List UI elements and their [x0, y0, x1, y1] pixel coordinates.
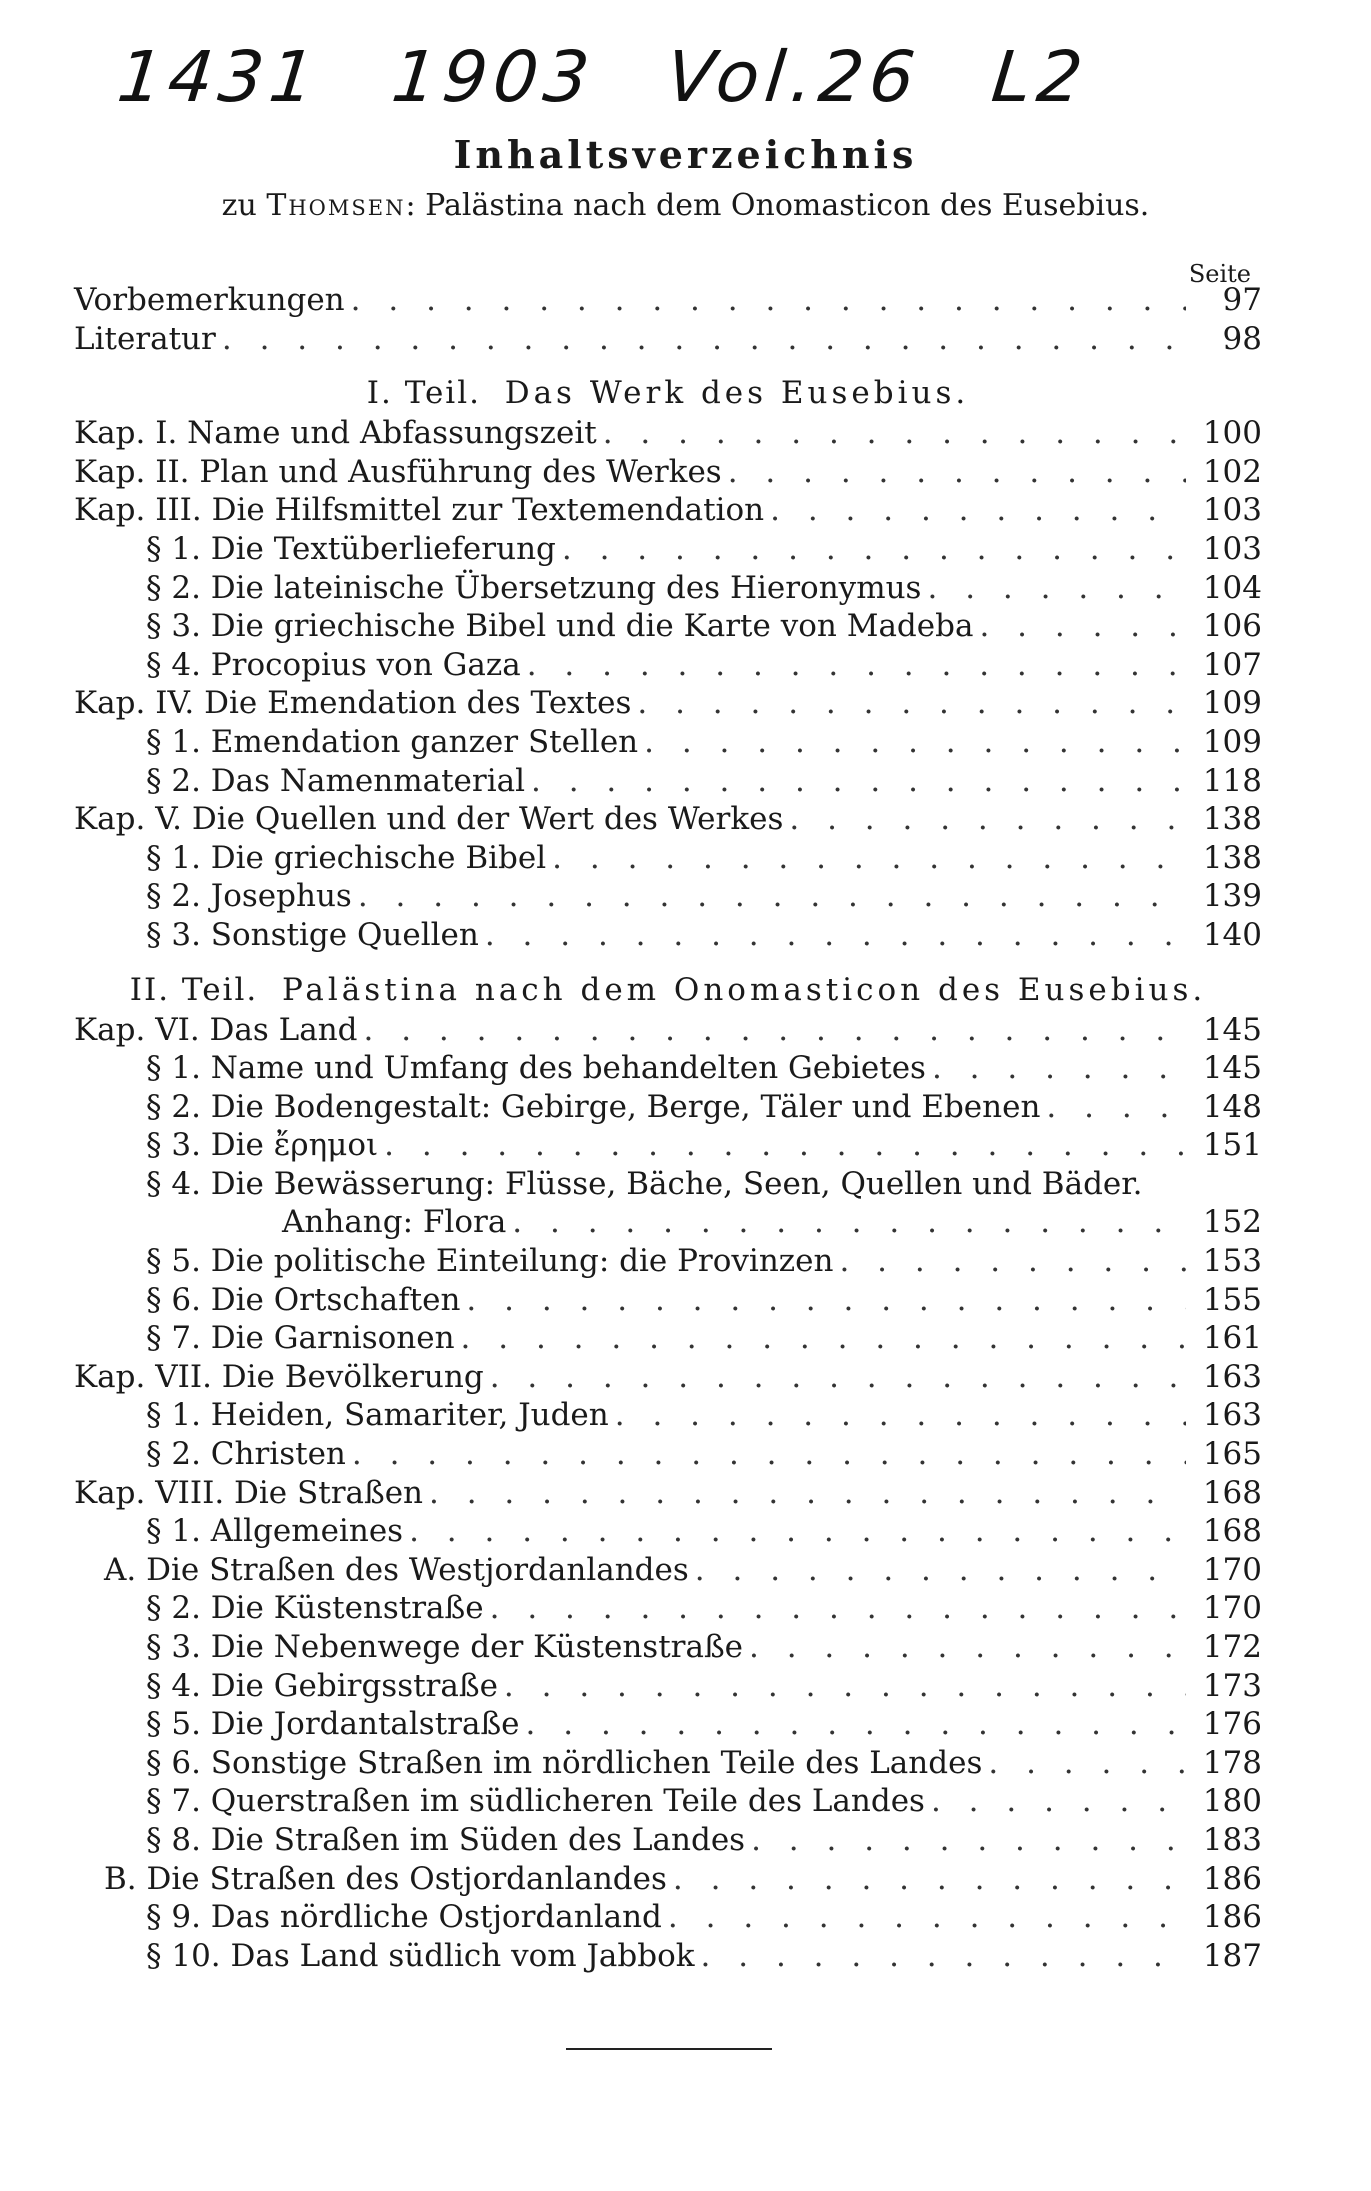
- leader-dots: [429, 1475, 1186, 1511]
- toc-entry: [74, 492, 1262, 531]
- toc-entry-page: 180: [1202, 1783, 1262, 1820]
- toc-entry: [74, 685, 1262, 724]
- toc-entry-page: 163: [1202, 1397, 1262, 1434]
- toc-entry-page: 145: [1202, 1050, 1262, 1087]
- toc-entry-page: 172: [1202, 1629, 1262, 1665]
- leader-dots: [839, 1243, 1186, 1279]
- toc-entry-label: § 1. Allgemeines: [146, 1513, 404, 1550]
- toc-entry: [74, 840, 1262, 879]
- toc-entry-page: 186: [1202, 1860, 1262, 1897]
- toc-entry-page: 155: [1202, 1281, 1262, 1318]
- toc-entry: [74, 917, 1262, 956]
- toc-entry-page: 102: [1202, 453, 1262, 490]
- toc-entry-page: 176: [1202, 1706, 1262, 1743]
- leader-dots: [352, 1436, 1186, 1472]
- leader-dots: [701, 1938, 1186, 1974]
- toc-entry-label: Literatur: [74, 320, 216, 357]
- leader-dots: [531, 763, 1186, 799]
- toc-entry: [74, 763, 1262, 802]
- leader-dots: [409, 1513, 1186, 1549]
- page-column-label: Seite: [1188, 260, 1251, 288]
- toc-entry-label: § 6. Sonstige Straßen im nördlichen Teile des Landes: [146, 1744, 983, 1781]
- toc-entry-page: 165: [1202, 1436, 1262, 1473]
- toc-entry: [74, 724, 1262, 763]
- toc-entry: [74, 1822, 1262, 1861]
- leader-dots: [728, 454, 1186, 490]
- toc-entry-page: 168: [1202, 1513, 1262, 1550]
- toc-entry: [74, 647, 1262, 686]
- toc-entry-label: § 2. Die lateinische Übersetzung des Hieronymus: [146, 569, 922, 606]
- toc-entry: [74, 1320, 1262, 1359]
- toc-entry: [74, 1745, 1262, 1784]
- toc-entry-page: 173: [1202, 1667, 1262, 1704]
- toc-entry: [74, 1668, 1262, 1707]
- leader-dots: [644, 724, 1186, 760]
- toc-entry-label: § 5. Die Jordantalstraße: [146, 1706, 520, 1743]
- toc-entry-label: § 2. Das Namenmaterial: [146, 762, 526, 799]
- toc-entry-label: § 7. Die Garnisonen: [146, 1320, 455, 1357]
- leader-dots: [552, 840, 1186, 876]
- leader-dots: [770, 492, 1186, 528]
- leader-dots: [490, 1359, 1186, 1395]
- toc-entry-page: 153: [1202, 1243, 1262, 1280]
- leader-dots: [358, 878, 1186, 914]
- toc-entry: [74, 415, 1262, 454]
- toc-entry: [74, 321, 1262, 360]
- toc-entry-label: § 1. Die Textüberlieferung: [146, 530, 556, 567]
- toc-entry-label: § 1. Emendation ganzer Stellen: [146, 723, 639, 760]
- leader-dots: [673, 1861, 1186, 1897]
- toc-entry-page: 104: [1202, 569, 1262, 606]
- toc-entry-page: 118: [1202, 762, 1262, 799]
- toc-entry-label: A. Die Straßen des Westjordanlandes: [104, 1551, 689, 1588]
- toc-entry-page: 139: [1202, 878, 1262, 915]
- toc-entry-page: 148: [1202, 1088, 1262, 1125]
- toc-entry: [74, 1089, 1262, 1128]
- toc-entry: [74, 282, 1262, 321]
- toc-entry-label: § 1. Heiden, Samariter, Juden: [146, 1397, 609, 1434]
- toc-entry: [74, 1706, 1262, 1745]
- toc-entry-label: § 4. Die Bewässerung: Flüsse, Bäche, Seen, Quellen und Bäder.: [146, 1165, 1143, 1202]
- leader-dots: [668, 1899, 1186, 1935]
- toc-entry-label: § 5. Die politische Einteilung: die Provinzen: [146, 1243, 834, 1280]
- toc-entry-page: 187: [1202, 1937, 1262, 1974]
- toc-entry-label: § 2. Die Küstenstraße: [146, 1590, 484, 1627]
- handwritten-call-number: 1431 1903 Vol.26 L2: [113, 36, 1093, 118]
- leader-dots: [222, 321, 1186, 357]
- toc-entry-label: Kap. VII. Die Bevölkerung: [74, 1358, 484, 1395]
- toc-entry-label: § 6. Die Ortschaften: [146, 1281, 461, 1318]
- toc-entry-page: 138: [1202, 801, 1262, 838]
- subtitle-author: Thomsen: [266, 188, 406, 223]
- toc-entry-label: Vorbemerkungen: [74, 282, 345, 318]
- leader-dots: [504, 1668, 1186, 1704]
- toc-entry-page: 109: [1202, 723, 1262, 760]
- leader-dots: [931, 1783, 1186, 1819]
- toc-entry: [74, 608, 1262, 647]
- toc-entry-label: § 4. Die Gebirgsstraße: [146, 1667, 498, 1704]
- toc-entry-page: 103: [1202, 492, 1262, 529]
- toc-entry-label: § 8. Die Straßen im Süden des Landes: [146, 1821, 746, 1858]
- toc-entry-label: § 2. Josephus: [146, 878, 352, 915]
- leader-dots: [527, 647, 1186, 683]
- toc-entry: [74, 1552, 1262, 1591]
- toc-entry: [74, 1282, 1262, 1321]
- leader-dots: [789, 801, 1186, 837]
- toc-entry: [74, 1861, 1262, 1900]
- toc-entry-page: 97: [1222, 282, 1262, 318]
- table-of-contents: [74, 282, 1262, 1976]
- toc-entry-label: § 1. Die griechische Bibel: [146, 839, 547, 876]
- part-one-heading: [74, 359, 1262, 415]
- toc-entry-page: 170: [1202, 1551, 1262, 1588]
- toc-entry: [74, 1127, 1262, 1166]
- toc-entry-label: § 2. Die Bodengestalt: Gebirge, Berge, Täler und Ebenen: [146, 1088, 1041, 1125]
- toc-entry: [74, 1513, 1262, 1552]
- toc-entry: [74, 1050, 1262, 1089]
- leader-dots: [637, 685, 1186, 721]
- toc-entry: [74, 1397, 1262, 1436]
- toc-entry-page: 178: [1202, 1744, 1262, 1781]
- leader-dots: [749, 1629, 1186, 1665]
- toc-entry-page: 100: [1202, 415, 1262, 452]
- toc-entry-page: 163: [1202, 1358, 1262, 1395]
- leader-dots: [562, 531, 1186, 567]
- leader-dots: [526, 1706, 1186, 1742]
- toc-entry-label: B. Die Straßen des Ostjordanlandes: [104, 1860, 667, 1897]
- leader-dots: [461, 1320, 1186, 1356]
- toc-entry-label: § 1. Name und Umfang des behandelten Gebietes: [146, 1050, 926, 1087]
- leader-dots: [615, 1397, 1186, 1433]
- leader-dots: [927, 570, 1186, 606]
- toc-entry: [74, 878, 1262, 917]
- toc-entry-page: 183: [1202, 1821, 1262, 1858]
- toc-entry-page: 103: [1202, 530, 1262, 567]
- toc-entry: [74, 1359, 1262, 1398]
- toc-entry: [74, 1436, 1262, 1475]
- leader-dots: [490, 1590, 1186, 1626]
- toc-entry: [74, 1629, 1262, 1668]
- subtitle-prefix: zu: [221, 188, 257, 223]
- toc-entry-label: Kap. V. Die Quellen und der Wert des Werkes: [74, 801, 784, 838]
- leader-dots: [751, 1822, 1186, 1858]
- toc-entry: [74, 1590, 1262, 1629]
- leader-dots: [932, 1050, 1186, 1086]
- toc-entry-page: 138: [1202, 839, 1262, 876]
- toc-entry: [74, 1475, 1262, 1514]
- part-title: Das Werk des Eusebius.: [504, 375, 970, 412]
- subtitle: [0, 188, 1371, 223]
- toc-entry-page: 107: [1202, 646, 1262, 683]
- toc-entry-label: Kap. III. Die Hilfsmittel zur Textemendation: [74, 492, 765, 529]
- toc-entry: [74, 801, 1262, 840]
- toc-entry: [74, 1166, 1262, 1205]
- toc-entry-label: Anhang: Flora: [282, 1204, 507, 1241]
- toc-entry-page: 109: [1202, 685, 1262, 722]
- toc-entry-label: § 2. Christen: [146, 1436, 346, 1473]
- toc-entry-page: 170: [1202, 1590, 1262, 1627]
- toc-entry-label: § 3. Die ἔρημοι: [146, 1127, 379, 1164]
- leader-dots: [1046, 1089, 1186, 1125]
- toc-entry: [74, 531, 1262, 570]
- toc-entry-label: § 3. Die griechische Bibel und die Karte von Madeba: [146, 608, 974, 645]
- toc-entry-label: § 7. Querstraßen im südlicheren Teile des Landes: [146, 1783, 925, 1820]
- leader-dots: [988, 1745, 1186, 1781]
- toc-entry-page: 106: [1202, 608, 1262, 645]
- leader-dots: [603, 415, 1186, 451]
- part-number: II. Teil.: [129, 971, 259, 1008]
- toc-entry: [74, 454, 1262, 493]
- leader-dots: [485, 917, 1186, 953]
- toc-entry-page: 168: [1202, 1474, 1262, 1511]
- toc-entry-label: § 10. Das Land südlich vom Jabbok: [146, 1937, 695, 1974]
- part-two-heading: [74, 956, 1262, 1012]
- toc-entry: [74, 1243, 1262, 1282]
- part-number: I. Teil.: [366, 375, 481, 412]
- leader-dots: [979, 608, 1186, 644]
- leader-dots: [384, 1127, 1186, 1163]
- leader-dots: [466, 1282, 1186, 1318]
- toc-entry: [74, 1204, 1262, 1243]
- toc-entry-page: 161: [1202, 1320, 1262, 1357]
- toc-entry-label: Kap. II. Plan und Ausführung des Werkes: [74, 453, 722, 490]
- leader-dots: [512, 1204, 1186, 1240]
- leader-dots: [364, 1012, 1186, 1048]
- toc-entry-page: 140: [1202, 916, 1262, 953]
- toc-entry: [74, 1938, 1262, 1977]
- toc-entry-page: 152: [1202, 1204, 1262, 1241]
- toc-entry-page: 151: [1202, 1127, 1262, 1164]
- toc-entry-label: § 3. Die Nebenwege der Küstenstraße: [146, 1629, 744, 1665]
- part-title: Palästina nach dem Onomasticon des Eusebius.: [281, 971, 1207, 1008]
- page-title: Inhaltsverzeichnis: [453, 132, 918, 177]
- toc-entry-label: Kap. VI. Das Land: [74, 1011, 358, 1048]
- toc-entry-label: Kap. I. Name und Abfassungszeit: [74, 415, 597, 452]
- toc-entry-label: § 3. Sonstige Quellen: [146, 916, 479, 953]
- leader-dots: [695, 1552, 1186, 1588]
- toc-entry: [74, 570, 1262, 609]
- toc-entry-label: Kap. VIII. Die Straßen: [74, 1474, 424, 1511]
- toc-entry: [74, 1899, 1262, 1938]
- toc-entry-page: 98: [1222, 320, 1262, 357]
- subtitle-rest: : Palästina nach dem Onomasticon des Eusebius.: [405, 188, 1150, 223]
- toc-entry-page: 145: [1202, 1011, 1262, 1048]
- toc-entry-label: Kap. IV. Die Emendation des Textes: [74, 685, 632, 722]
- toc-entry-page: 186: [1202, 1899, 1262, 1936]
- leader-dots: [351, 282, 1186, 318]
- toc-entry: [74, 1012, 1262, 1051]
- closing-rule: [566, 2048, 772, 2050]
- toc-entry-label: § 4. Procopius von Gaza: [146, 646, 521, 683]
- toc-entry-label: § 9. Das nördliche Ostjordanland: [146, 1899, 662, 1936]
- toc-entry: [74, 1783, 1262, 1822]
